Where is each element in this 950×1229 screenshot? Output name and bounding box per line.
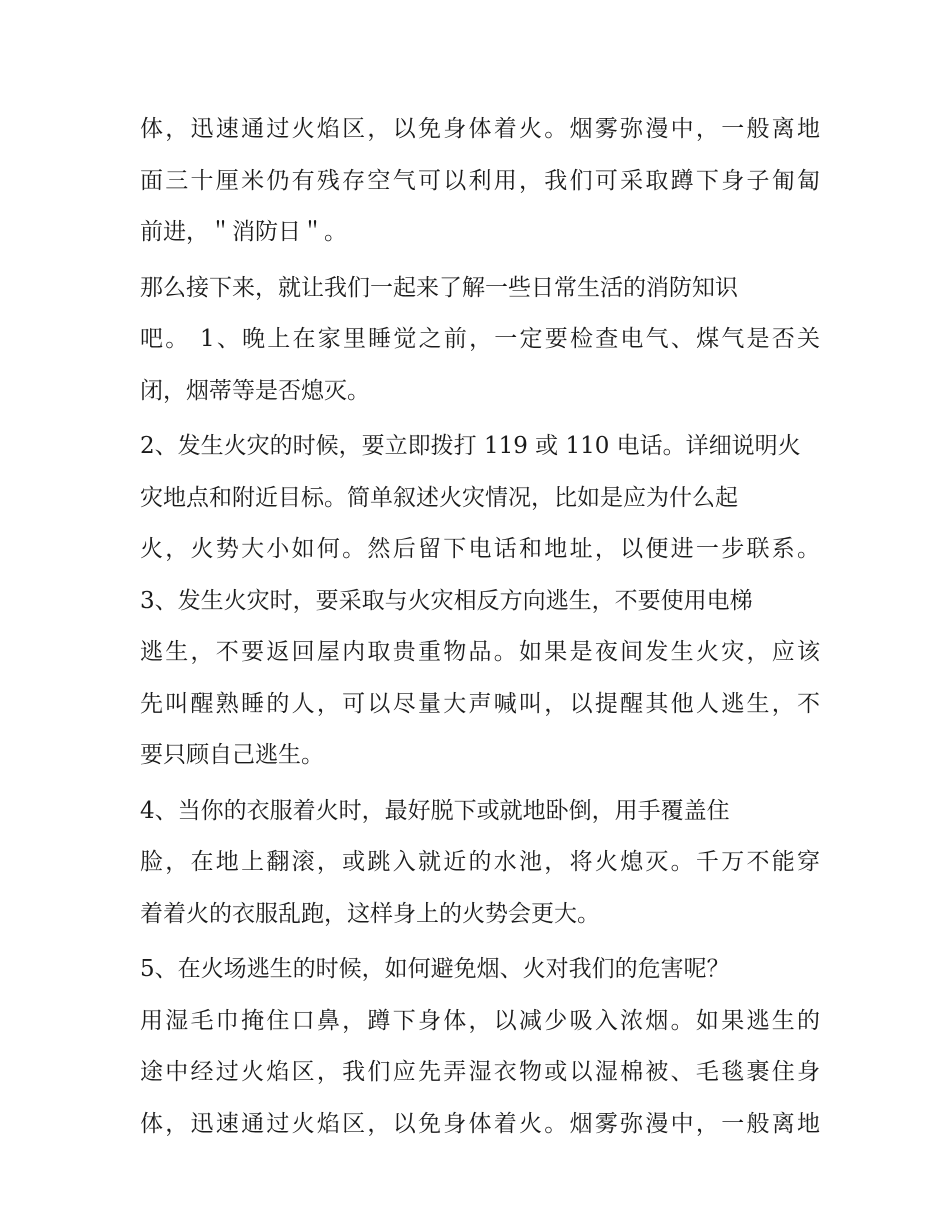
text-line: 着着火的衣服乱跑，这样身上的火势会更大。 bbox=[140, 900, 600, 927]
text-line: 闭，烟蒂等是否熄灭。 bbox=[140, 377, 370, 404]
text-line: 面三十厘米仍有残存空气可以利用，我们可采取蹲下身子匍匐 bbox=[140, 167, 820, 194]
text-line: 5、在火场逃生的时候，如何避免烟、火对我们的危害呢？ bbox=[140, 956, 730, 982]
text-line: 体，迅速通过火焰区，以免身体着火。烟雾弥漫中，一般离地 bbox=[140, 116, 820, 142]
document-body bbox=[140, 104, 820, 1150]
text-line: 那么接下来，就让我们一起来了解一些日常生活的消防知识 bbox=[140, 274, 738, 301]
text-line: 火，火势大小如何。然后留下电话和地址，以便进一步联系。 bbox=[140, 536, 820, 562]
text-line: 用湿毛巾掩住口鼻，蹲下身体，以减少吸入浓烟。如果逃生的 bbox=[140, 1007, 820, 1034]
text-line: 吧。 1、晚上在家里睡觉之前，一定要检查电气、煤气是否关 bbox=[140, 326, 820, 352]
text-line: 途中经过火焰区，我们应先弄湿衣物或以湿棉被、毛毯裹住身 bbox=[140, 1059, 820, 1085]
text-line: 先叫醒熟睡的人，可以尽量大声喊叫，以提醒其他人逃生，不 bbox=[140, 690, 820, 717]
text-line: 3、发生火灾时，要采取与火灾相反方向逃生，不要使用电梯 bbox=[140, 587, 753, 614]
text-line: 灾地点和附近目标。简单叙述火灾情况，比如是应为什么起 bbox=[140, 484, 738, 511]
text-line: 脸，在地上翻滚，或跳入就近的水池，将火熄灭。千万不能穿 bbox=[140, 849, 820, 875]
text-line: 2、发生火灾的时候，要立即拨打 119 或 110 电话。详细说明火 bbox=[140, 433, 801, 459]
text-line: 体，迅速通过火焰区，以免身体着火。烟雾弥漫中，一般离地 bbox=[140, 1110, 820, 1137]
text-line: 4、当你的衣服着火时，最好脱下或就地卧倒，用手覆盖住 bbox=[140, 797, 730, 824]
text-line: 前进，＂消防日＂。 bbox=[140, 219, 347, 245]
text-line: 逃生，不要返回屋内取贵重物品。如果是夜间发生火灾，应该 bbox=[140, 639, 820, 665]
text-line: 要只顾自己逃生。 bbox=[140, 742, 324, 768]
